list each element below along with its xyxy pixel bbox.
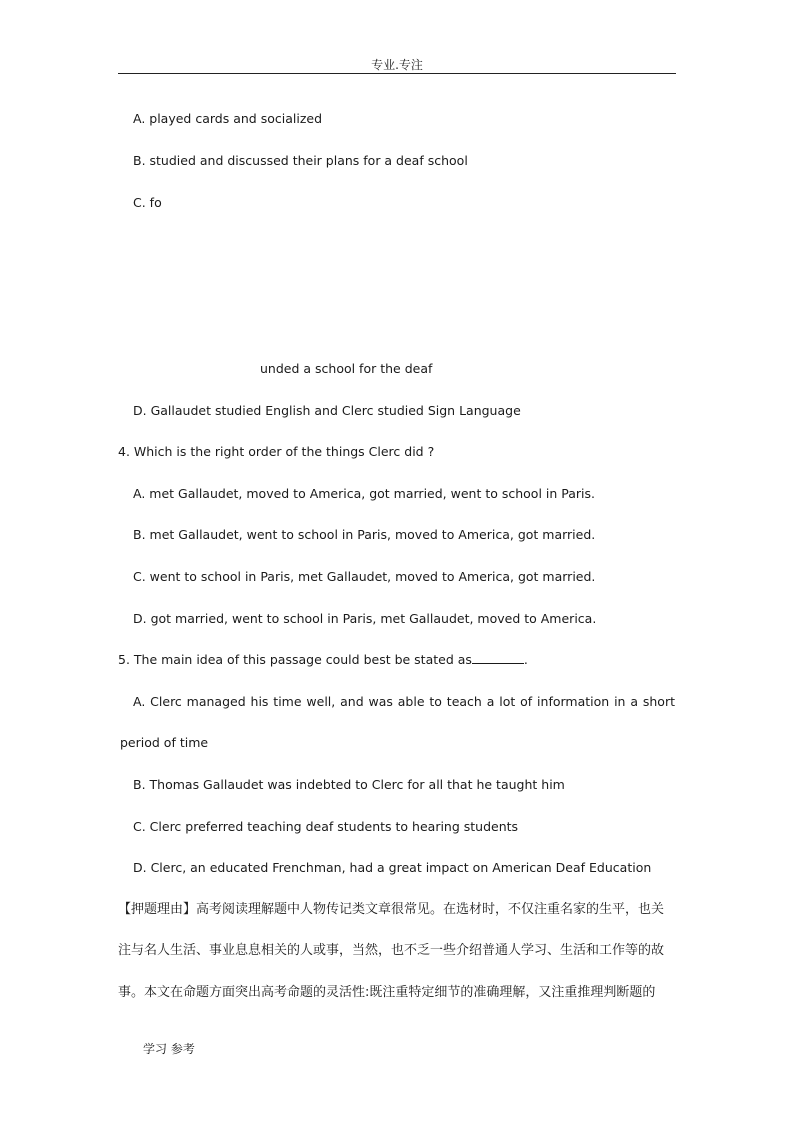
- q5-option-d: D. Clerc, an educated Frenchman, had a great impact on American Deaf Education: [133, 860, 652, 875]
- q5-question-text: 5. The main idea of this passage could best be stated as: [118, 652, 472, 667]
- rationale-line-1: 【押题理由】高考阅读理解题中人物传记类文章很常见。在选材时，不仅注重名家的生平，也关: [118, 902, 665, 917]
- page-header: 专业.专注: [371, 58, 423, 72]
- header-divider: [118, 73, 676, 74]
- q4-option-a: A. met Gallaudet, moved to America, got married, went to school in Paris.: [133, 486, 595, 501]
- q4-option-d: D. got married, went to school in Paris, met Gallaudet, moved to America.: [133, 611, 597, 626]
- q3-option-d: D. Gallaudet studied English and Clerc studied Sign Language: [133, 403, 521, 418]
- q5-option-a-line1: A. Clerc managed his time well, and was able to teach a lot of information in a short: [133, 694, 675, 709]
- rationale-line-2: 注与名人生活、事业息息相关的人或事，当然，也不乏一些介绍普通人学习、生活和工作等的故: [118, 943, 665, 958]
- q3-option-c-end: unded a school for the deaf: [260, 361, 433, 376]
- q5-option-a-line2: period of time: [120, 735, 209, 750]
- answer-blank: [472, 651, 524, 664]
- q5-option-c: C. Clerc preferred teaching deaf students to hearing students: [133, 819, 519, 834]
- q3-option-a: A. played cards and socialized: [133, 111, 323, 126]
- rationale-line-3: 事。本文在命题方面突出高考命题的灵活性:既注重特定细节的准确理解，又注重推理判断题的: [118, 985, 656, 1000]
- q4-option-c: C. went to school in Paris, met Gallaudet, moved to America, got married.: [133, 569, 596, 584]
- page-footer: 学习 参考: [143, 1042, 195, 1056]
- q4-option-b: B. met Gallaudet, went to school in Paris, moved to America, got married.: [133, 527, 596, 542]
- q4-question: 4. Which is the right order of the things Clerc did ?: [118, 444, 435, 459]
- q3-option-c-start: C. fo: [133, 195, 162, 210]
- q5-question-period: .: [523, 652, 528, 667]
- q5-question: [118, 651, 528, 669]
- q3-option-b: B. studied and discussed their plans for a deaf school: [133, 153, 468, 168]
- q5-option-b: B. Thomas Gallaudet was indebted to Clerc for all that he taught him: [133, 777, 565, 792]
